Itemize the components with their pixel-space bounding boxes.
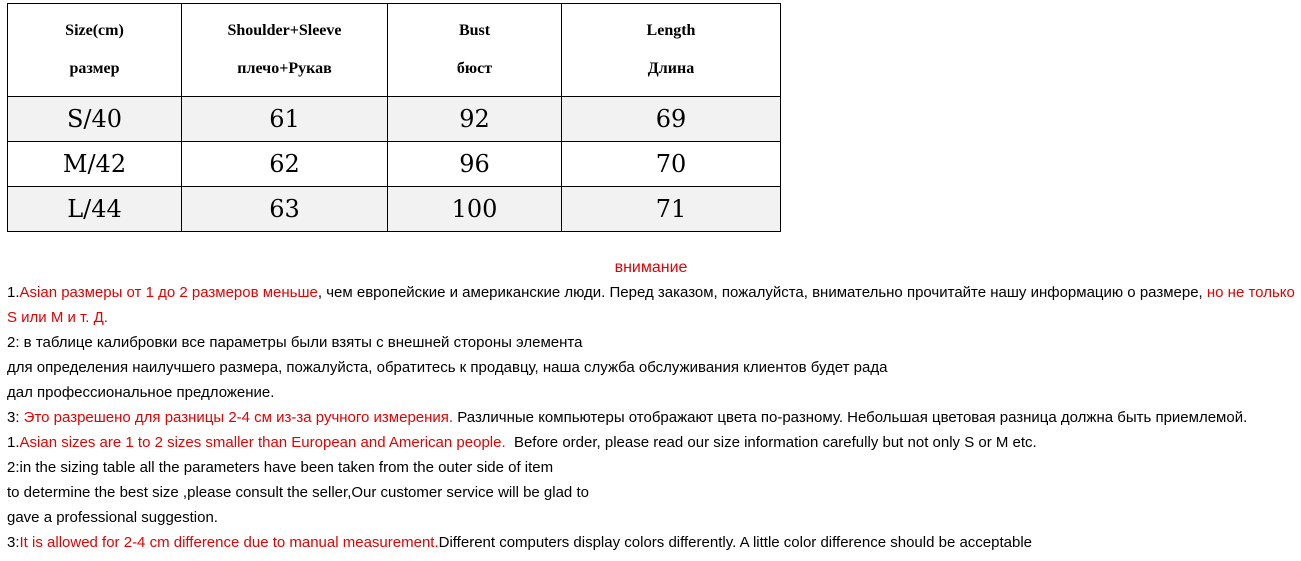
table-row — [8, 142, 781, 187]
note-ru-1-body: , чем европейские и американские люди. Перед заказом, пожалуйста, внимательно прочитайте нашу информацию о размере, — [317, 284, 1203, 301]
cell-size: L/44 — [8, 187, 182, 232]
header-size-ru: размер — [69, 60, 120, 77]
header-bust-ru: бюст — [456, 60, 493, 77]
header-size-en: Size(cm) — [65, 22, 124, 39]
table-row — [8, 97, 781, 142]
size-notes — [7, 255, 1301, 555]
cell-size: S/40 — [8, 97, 182, 142]
cell-length: 70 — [562, 142, 781, 187]
header-bust — [388, 4, 562, 97]
header-length-ru: Длина — [647, 60, 695, 77]
note-ru-1-red-tail: но не только S или M и т. Д. — [7, 284, 1295, 326]
note-ru-2-line: дал профессиональное предложение. — [7, 384, 275, 401]
note-en-3-red: It is allowed for 2-4 cm difference due to manual measurement. — [19, 534, 439, 551]
note-en-2-line: to determine the best size ,please consult the seller,Our customer service will be glad to — [7, 484, 589, 501]
cell-shoulder-sleeve: 61 — [182, 97, 388, 142]
header-length-en: Length — [646, 22, 696, 39]
note-ru-3-red: Это разрешено для разницы 2-4 см из-за ручного измерения. — [19, 409, 454, 426]
note-en-3-body: Different computers display colors differently. A little color difference should be acceptable — [438, 534, 1033, 551]
header-length — [562, 4, 781, 97]
note-ru-1 — [7, 280, 1301, 330]
cell-bust: 96 — [388, 142, 562, 187]
note-ru-2-line: для определения наилучшего размера, пожалуйста, обратитесь к продавцу, наша служба обслуживания клиентов будет рада — [7, 359, 888, 376]
note-en-1-num: 1. — [7, 434, 20, 451]
note-en-1 — [7, 430, 1301, 455]
cell-length: 69 — [562, 97, 781, 142]
note-ru-3 — [7, 405, 1301, 430]
notes-title: внимание — [614, 259, 688, 276]
header-bust-en: Bust — [458, 22, 491, 39]
header-shoulder-sleeve-ru: плечо+Рукав — [237, 60, 332, 77]
note-en-2-line: gave a professional suggestion. — [7, 509, 218, 526]
cell-bust: 92 — [388, 97, 562, 142]
cell-length: 71 — [562, 187, 781, 232]
note-en-1-red: Asian sizes are 1 to 2 sizes smaller than European and American people. — [19, 434, 506, 451]
note-ru-2-line: 2: в таблице калибровки все параметры были взяты с внешней стороны элемента — [7, 334, 583, 351]
header-shoulder-sleeve — [182, 4, 388, 97]
note-ru-3-num: 3: — [7, 409, 20, 426]
table-header-row — [8, 4, 781, 97]
note-en-2-line: 2:in the sizing table all the parameters have been taken from the outer side of item — [7, 459, 554, 476]
note-ru-1-num: 1. — [7, 284, 20, 301]
header-size — [8, 4, 182, 97]
size-chart-table — [7, 3, 781, 232]
note-en-3-num: 3: — [7, 534, 20, 551]
cell-bust: 100 — [388, 187, 562, 232]
note-en-1-body: Before order, please read our size information carefully but not only S or M etc. — [505, 434, 1037, 451]
note-ru-1-red: Asian размеры от 1 до 2 размеров меньше — [19, 284, 318, 301]
cell-shoulder-sleeve: 63 — [182, 187, 388, 232]
note-ru-3-body: Различные компьютеры отображают цвета по-разному. Небольшая цветовая разница должна быть приемлемой. — [453, 409, 1248, 426]
cell-shoulder-sleeve: 62 — [182, 142, 388, 187]
cell-size: M/42 — [8, 142, 182, 187]
header-shoulder-sleeve-en: Shoulder+Sleeve — [227, 22, 342, 39]
table-row — [8, 187, 781, 232]
note-en-3 — [7, 530, 1301, 555]
